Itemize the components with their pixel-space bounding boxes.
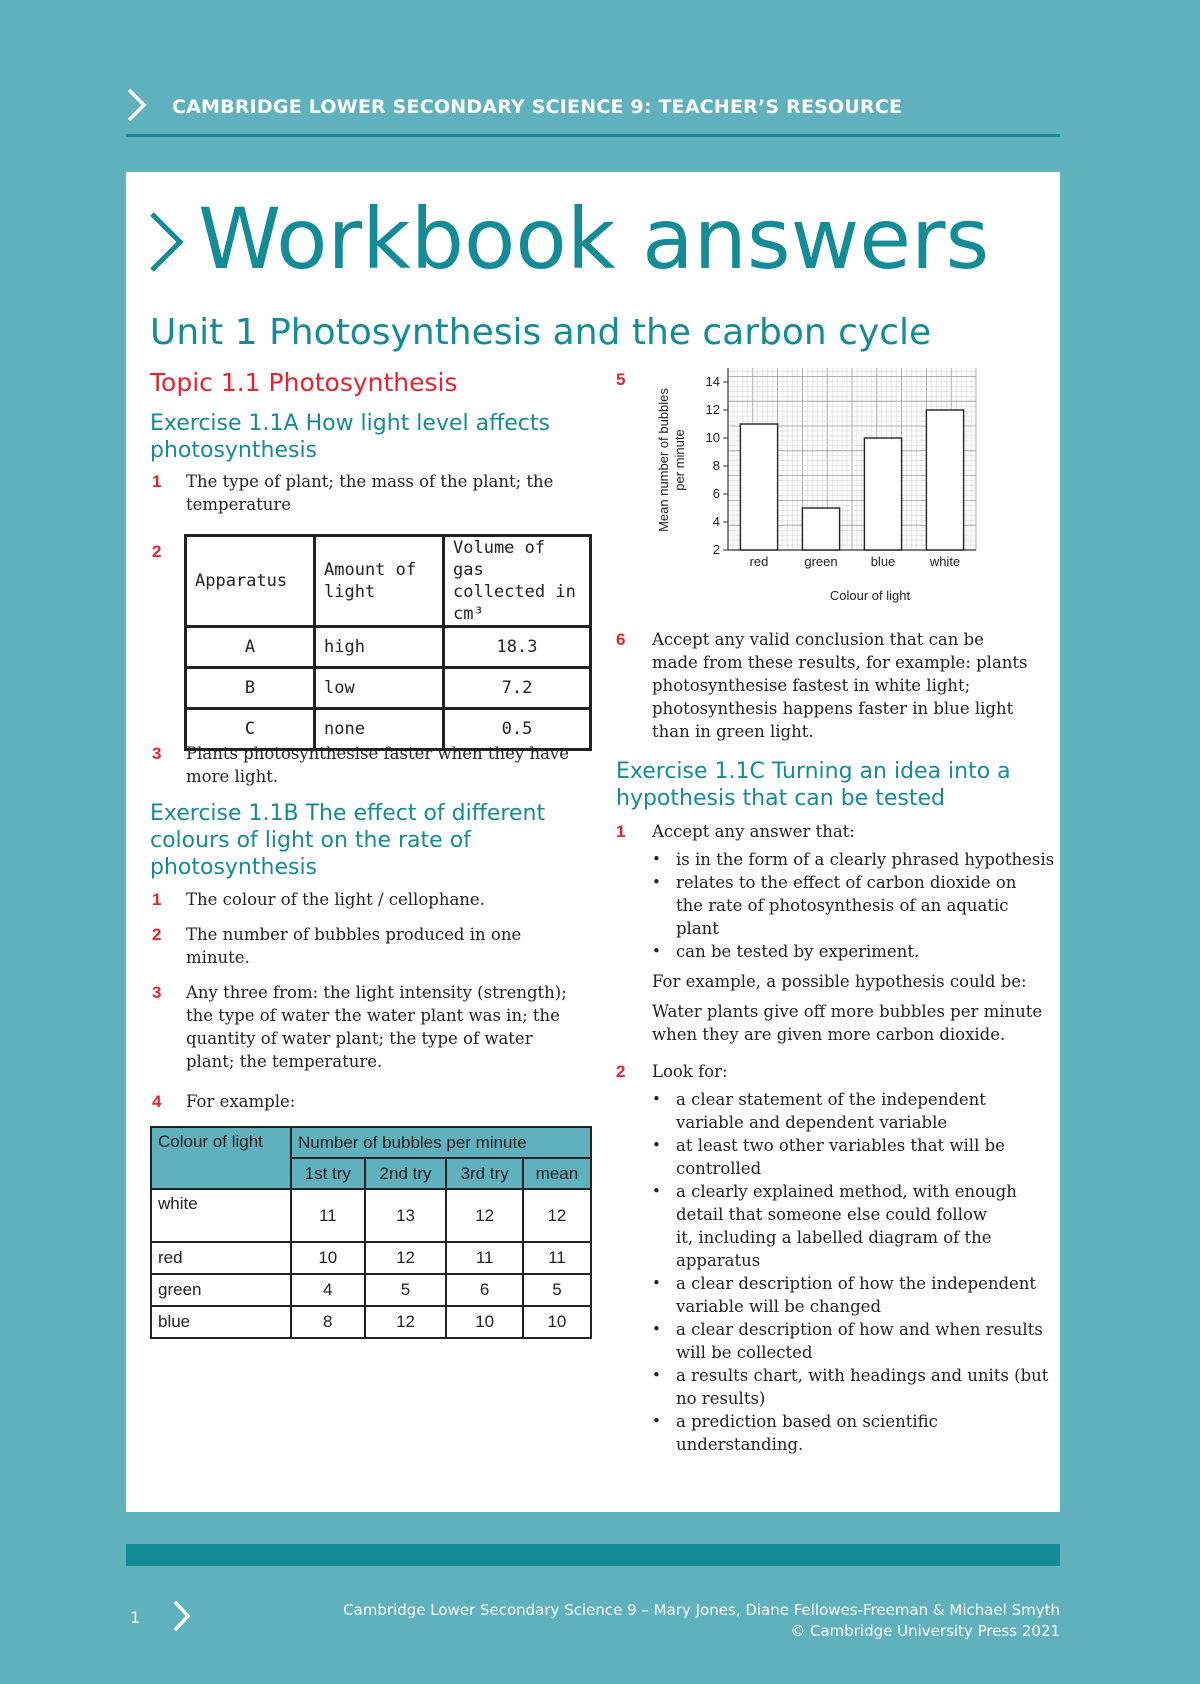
table-cell: low [315, 668, 444, 709]
answer-line: plant; the temperature. [186, 1052, 383, 1071]
footer-bar [126, 1544, 1060, 1566]
table-row [186, 627, 591, 668]
bullet-icon: • [652, 1182, 661, 1200]
bar-white [926, 410, 963, 550]
list-item-text: no results) [676, 1389, 766, 1408]
answer-text [652, 628, 1028, 743]
list-item-text: relates to the effect of carbon dioxide on [676, 873, 1017, 892]
answer-text: The colour of the light / cellophane. [186, 890, 485, 909]
y-tick-label: 4 [712, 514, 720, 529]
answer-text [186, 742, 569, 788]
answer-text [186, 470, 553, 516]
list-item-text: detail that someone else could follow [676, 1205, 988, 1224]
exercise-title-line: photosynthesis [150, 855, 318, 880]
answer-line: temperature [186, 495, 292, 514]
bullet-icon: • [652, 1090, 661, 1108]
list-item-text: apparatus [676, 1251, 761, 1270]
question-number: 2 [152, 542, 162, 561]
bar-blue [864, 438, 901, 550]
bar-green [802, 508, 839, 550]
bullet-icon: • [652, 1320, 661, 1338]
table-cell: 11 [291, 1189, 365, 1242]
table-cell: 12 [365, 1306, 447, 1338]
bullet-icon: • [652, 1412, 661, 1430]
table-cell: 12 [446, 1189, 522, 1242]
list-item [652, 848, 1054, 871]
header-text: Apparatus [195, 571, 288, 591]
bullet-icon: • [652, 873, 661, 891]
unit-title: Unit 1 Photosynthesis and the carbon cycle [150, 312, 932, 353]
list-item-text: a clear description of how the independent [676, 1274, 1037, 1293]
list-item-text: understanding. [676, 1435, 804, 1454]
list-item-text: can be tested by experiment. [676, 942, 920, 961]
answer-line: more light. [186, 767, 279, 786]
table-cell: 0.5 [444, 709, 591, 750]
list-item [652, 1410, 1048, 1456]
page-title: Workbook answers [198, 190, 990, 288]
bullet-icon: • [652, 850, 661, 868]
footer-credit [343, 1600, 1060, 1642]
list-item [652, 1134, 1048, 1180]
question-number: 5 [616, 370, 626, 389]
table-row [151, 1189, 591, 1242]
exercise-title-line: Exercise 1.1B The effect of different [150, 801, 546, 826]
bullet-list [652, 1088, 1048, 1456]
list-item-text: controlled [676, 1159, 762, 1178]
answer-line: Plants photosynthesise faster when they have [186, 744, 569, 763]
exercise-title-line: photosynthesis [150, 438, 318, 463]
list-item-text: a prediction based on scientific [676, 1412, 938, 1431]
y-axis-ticks [706, 374, 728, 557]
table-row [151, 1242, 591, 1274]
question-number: 1 [616, 822, 626, 841]
table-cell: C [186, 709, 315, 750]
answer-text: Look for: [652, 1062, 728, 1081]
x-axis-ticks [750, 554, 961, 569]
question-number: 6 [616, 630, 626, 649]
question-number: 3 [152, 744, 162, 763]
table-cell: 7.2 [444, 668, 591, 709]
x-tick-label: blue [870, 554, 896, 569]
table-cell: 6 [446, 1274, 522, 1306]
list-item-text: a clearly explained method, with enough [676, 1182, 1017, 1201]
question-number: 4 [152, 1092, 162, 1111]
list-item-text: it, including a labelled diagram of the [676, 1228, 992, 1247]
chevron-right-icon [172, 1600, 192, 1632]
list-item [652, 871, 1054, 940]
exercise-1-1b-title [150, 800, 545, 881]
table-header-cell: 1st try [291, 1158, 365, 1189]
question-number: 2 [616, 1062, 626, 1081]
table-header-cell: 2nd try [365, 1158, 447, 1189]
list-item-text: a clear statement of the independent [676, 1090, 986, 1109]
y-tick-label: 14 [705, 374, 720, 389]
question-number: 2 [152, 925, 162, 944]
bar-red [740, 424, 777, 550]
bullet-icon: • [652, 1274, 661, 1292]
credit-line: Cambridge Lower Secondary Science 9 – Mary Jones, Diane Fellowes-Freeman & Michael Smyth [343, 1601, 1060, 1619]
bullet-list [652, 848, 1054, 963]
table-cell: 11 [446, 1242, 522, 1274]
table-cell: green [151, 1274, 291, 1306]
exercise-1-1a-title [150, 410, 550, 464]
table-cell: red [151, 1242, 291, 1274]
list-item [652, 1272, 1048, 1318]
table-cell: 11 [523, 1242, 591, 1274]
table-cell: 13 [365, 1189, 447, 1242]
topic-title: Topic 1.1 Photosynthesis [150, 368, 458, 397]
y-tick-label: 8 [712, 458, 720, 473]
list-item-text: at least two other variables that will be [676, 1136, 1005, 1155]
table-cell: 10 [446, 1306, 522, 1338]
y-axis-label: per minute [672, 429, 687, 491]
question-number: 1 [152, 472, 162, 491]
y-tick-label: 10 [705, 430, 720, 445]
exercise-title-line: colours of light on the rate of [150, 828, 471, 853]
table-header-cell: Colour of light [151, 1127, 291, 1189]
list-item-text: a results chart, with headings and units (but [676, 1366, 1049, 1385]
answer-line: the type of water the water plant was in; the [186, 1006, 560, 1025]
answer-line: Any three from: the light intensity (strength); [186, 983, 567, 1002]
bubbles-bar-chart [654, 364, 984, 604]
y-axis-label: Mean number of bubbles [656, 388, 671, 532]
example-intro: For example, a possible hypothesis could be: [652, 972, 1027, 991]
table-header-cell: mean [523, 1158, 591, 1189]
answer-line: Water plants give off more bubbles per minute [652, 1002, 1043, 1021]
list-item-text: plant [676, 919, 719, 938]
list-item [652, 1364, 1048, 1410]
header-text: Volume of gas [453, 538, 546, 580]
y-tick-label: 2 [712, 542, 720, 557]
bullet-icon: • [652, 942, 661, 960]
table-cell: 12 [523, 1189, 591, 1242]
answer-line: The number of bubbles produced in one [186, 925, 522, 944]
answer-line: minute. [186, 948, 250, 967]
x-tick-label: red [749, 554, 769, 569]
table-cell: 5 [523, 1274, 591, 1306]
header-text: Amount of [324, 560, 417, 580]
table-header-cell: 3rd try [446, 1158, 522, 1189]
exercise-title-line: hypothesis that can be tested [616, 786, 945, 811]
bullet-icon: • [652, 1136, 661, 1154]
table-cell: 10 [523, 1306, 591, 1338]
answer-line: Accept any valid conclusion that can be [652, 630, 984, 649]
y-tick-label: 6 [712, 486, 720, 501]
bullet-icon: • [652, 1366, 661, 1384]
answer-line: The type of plant; the mass of the plant; the [186, 472, 554, 491]
table-cell: none [315, 709, 444, 750]
exercise-title-line: Exercise 1.1A How light level affects [150, 411, 550, 436]
answer-line: quantity of water plant; the type of water [186, 1029, 533, 1048]
y-tick-label: 12 [705, 402, 720, 417]
table-header-cell: Number of bubbles per minute [291, 1127, 591, 1158]
exercise-title-line: Exercise 1.1C Turning an idea into a [616, 759, 1011, 784]
page-number: 1 [130, 1608, 141, 1627]
table-header-cell [444, 536, 591, 627]
answer-text: For example: [186, 1092, 296, 1111]
question-number: 1 [152, 890, 162, 909]
table-header-cell [315, 536, 444, 627]
table-cell: 5 [365, 1274, 447, 1306]
table-cell: 12 [365, 1242, 447, 1274]
header-title: CAMBRIDGE LOWER SECONDARY SCIENCE 9: TEACHER’S RESOURCE [172, 96, 903, 118]
answer-line: photosynthesise fastest in white light; [652, 676, 971, 695]
table-cell: 8 [291, 1306, 365, 1338]
list-item-text: will be collected [676, 1343, 813, 1362]
table-cell: 4 [291, 1274, 365, 1306]
chevron-right-icon [126, 88, 148, 122]
table-row [151, 1306, 591, 1338]
table-cell: 18.3 [444, 627, 591, 668]
table-cell: B [186, 668, 315, 709]
table-cell: blue [151, 1306, 291, 1338]
credit-line: © Cambridge University Press 2021 [790, 1622, 1060, 1640]
list-item [652, 1318, 1048, 1364]
table-cell: white [151, 1189, 291, 1242]
list-item-text: a clear description of how and when results [676, 1320, 1043, 1339]
answer-line: when they are given more carbon dioxide. [652, 1025, 1006, 1044]
answer-text: Accept any answer that: [652, 822, 855, 841]
list-item [652, 1180, 1048, 1272]
table-cell: 10 [291, 1242, 365, 1274]
bubbles-table [150, 1126, 592, 1339]
x-axis-label: Colour of light [829, 588, 911, 603]
table-header-cell [186, 536, 315, 627]
list-item-text: variable will be changed [676, 1297, 882, 1316]
answer-text [186, 923, 521, 969]
question-number: 3 [152, 983, 162, 1002]
list-item-text: the rate of photosynthesis of an aquatic [676, 896, 1009, 915]
page-header [126, 88, 1060, 137]
table-cell: high [315, 627, 444, 668]
x-tick-label: green [804, 554, 838, 569]
content-panel [126, 172, 1060, 1512]
list-item [652, 940, 1054, 963]
x-tick-label: white [929, 554, 961, 569]
example-hypothesis [652, 1000, 1042, 1046]
header-text: collected in cm³ [453, 582, 576, 624]
chevron-right-icon [148, 212, 184, 272]
answer-line: photosynthesis happens faster in blue light [652, 699, 1014, 718]
answer-text [186, 981, 567, 1073]
header-text: light [324, 582, 376, 602]
light-level-table [184, 534, 592, 751]
table-cell: A [186, 627, 315, 668]
list-item [652, 1088, 1048, 1134]
answer-line: than in green light. [652, 722, 814, 741]
table-row [186, 668, 591, 709]
table-row [151, 1274, 591, 1306]
answer-line: made from these results, for example: plants [652, 653, 1028, 672]
list-item-text: is in the form of a clearly phrased hypothesis [676, 850, 1055, 869]
exercise-1-1c-title [616, 758, 1011, 812]
list-item-text: variable and dependent variable [676, 1113, 948, 1132]
